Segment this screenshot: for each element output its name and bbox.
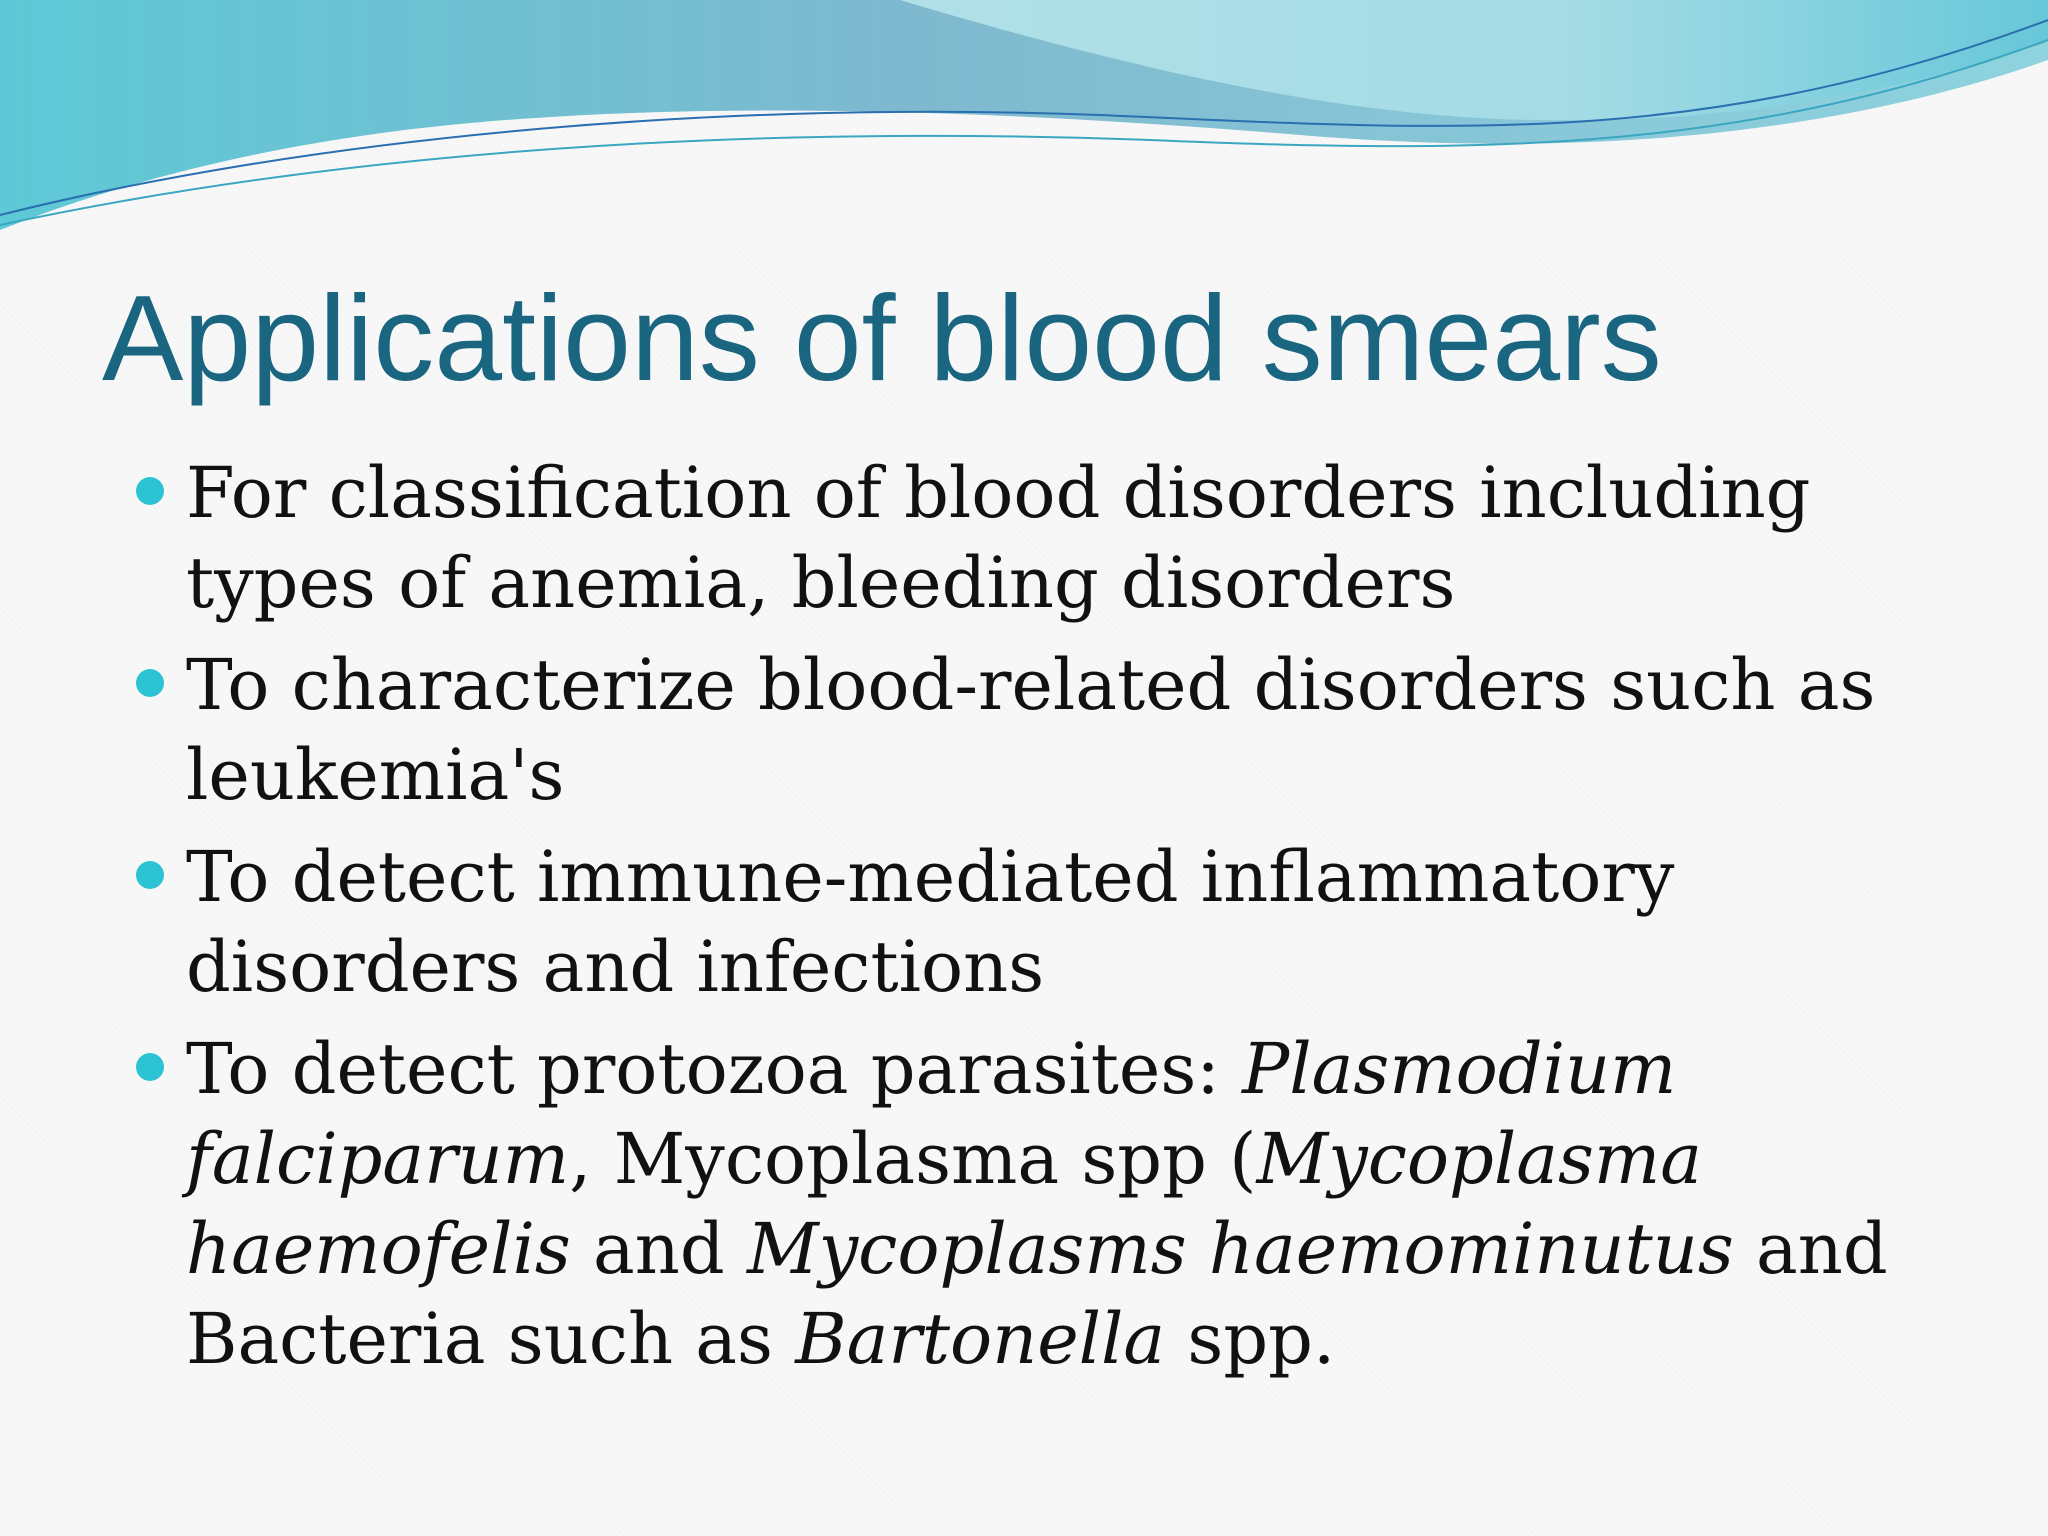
bullet-item xyxy=(136,832,1936,1012)
bullet-text-segment: To characterize blood-related disorders such as leukemia's xyxy=(186,644,1876,816)
bullet-list xyxy=(136,448,1936,1396)
bullet-item xyxy=(136,1024,1936,1384)
bullet-item xyxy=(136,640,1936,820)
bullet-text-segment: spp. xyxy=(1165,1298,1336,1380)
bullet-text-segment: and xyxy=(570,1208,747,1290)
bullet-item xyxy=(136,448,1936,628)
bullet-dot-icon xyxy=(136,1053,164,1081)
bullet-text-segment: To detect immune-mediated inflammatory disorders and infections xyxy=(186,836,1675,1008)
bullet-text xyxy=(186,1028,1888,1380)
bullet-text xyxy=(186,836,1674,1008)
bullet-text-segment: To detect protozoa parasites: xyxy=(186,1028,1243,1110)
bullet-italic-term: Bartonella xyxy=(795,1298,1166,1380)
bullet-text xyxy=(186,452,1810,624)
bullet-italic-term: Mycoplasms haemominutus xyxy=(746,1208,1734,1290)
bullet-italic-term: Plasmodium falciparum xyxy=(186,1028,1677,1200)
bullet-dot-icon xyxy=(136,669,164,697)
bullet-italic-term: Mycoplasma haemofelis xyxy=(186,1118,1703,1290)
bullet-text-segment: , Mycoplasma spp ( xyxy=(569,1118,1257,1200)
bullet-dot-icon xyxy=(136,477,164,505)
bullet-dot-icon xyxy=(136,861,164,889)
bullet-text-segment: For classification of blood disorders including types of anemia, bleeding disorders xyxy=(186,452,1811,624)
slide-title: Applications of blood smears xyxy=(102,270,1662,406)
wave-header-decoration xyxy=(0,0,2048,260)
bullet-text xyxy=(186,644,1875,816)
bullet-text-segment: and Bacteria such as xyxy=(186,1208,1888,1380)
